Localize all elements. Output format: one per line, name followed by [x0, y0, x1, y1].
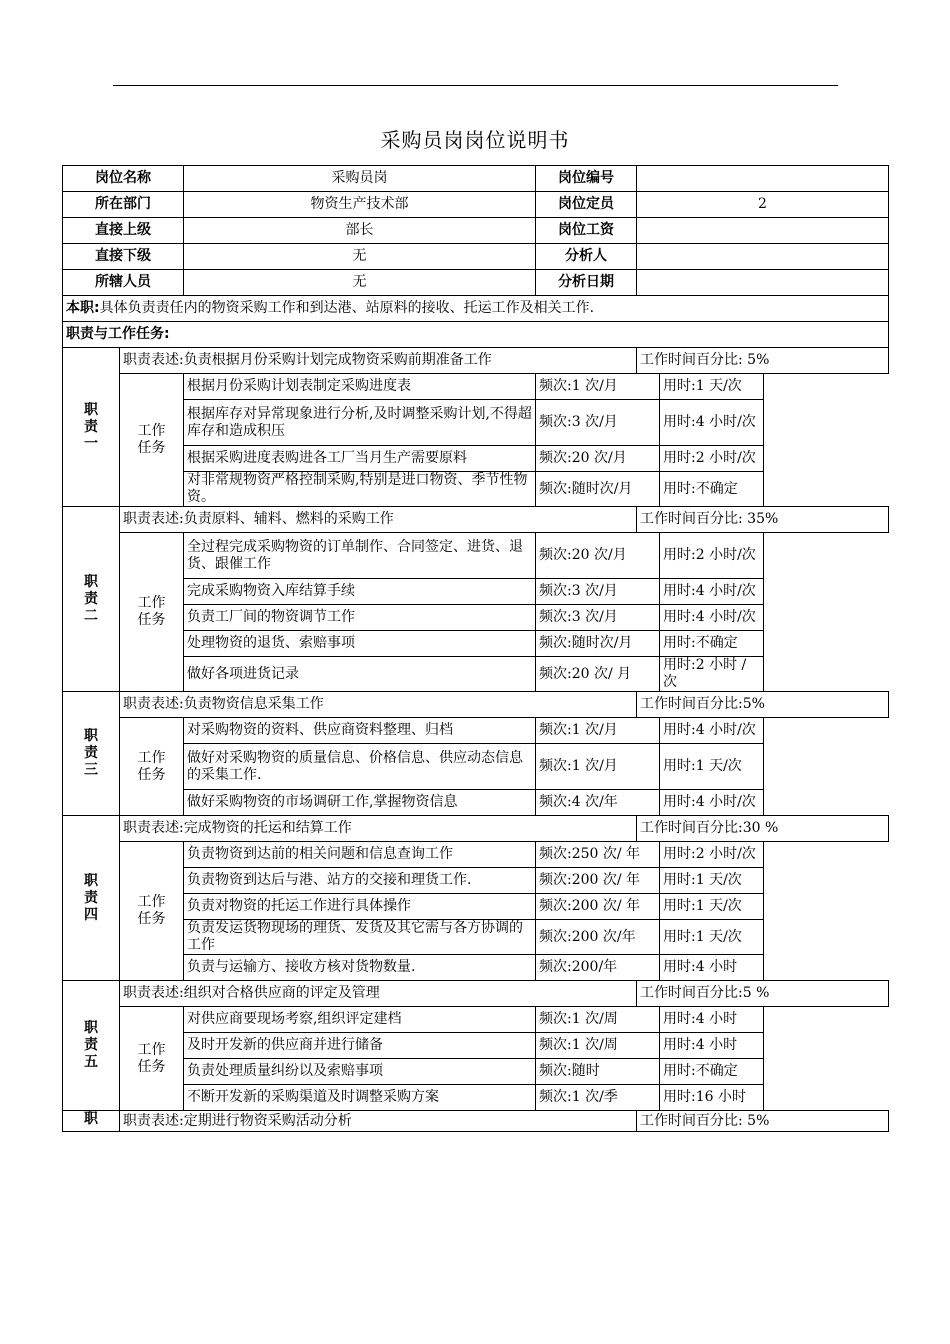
info-value	[637, 218, 889, 244]
task-label	[120, 1007, 184, 1111]
duty-desc-row	[63, 816, 889, 842]
info-label: 岗位名称	[63, 166, 184, 192]
duty-description: 职责表述:完成物资的托运和结算工作	[120, 816, 637, 842]
task-duration: 用时:不确定	[660, 631, 764, 657]
task-row	[63, 657, 889, 692]
task-text: 处理物资的退货、索赔事项	[184, 631, 536, 657]
task-text: 根据库存对异常现象进行分析,及时调整采购计划,不得超库存和造成积压	[184, 400, 536, 446]
info-value	[637, 244, 889, 270]
task-row	[63, 579, 889, 605]
task-label	[120, 842, 184, 981]
task-label-line: 任务	[137, 766, 166, 783]
duty-name	[63, 348, 120, 507]
duty-name-char: 职	[84, 401, 98, 418]
task-text: 不断开发新的采购渠道及时调整采购方案	[184, 1085, 536, 1111]
task-duration: 用时:2 小时/次	[660, 446, 764, 472]
task-row	[63, 1059, 889, 1085]
task-frequency: 频次:20 次/月	[536, 533, 660, 579]
duty-name-char: 职	[84, 872, 98, 889]
task-text: 对采购物资的资料、供应商资料整理、归档	[184, 718, 536, 744]
task-duration: 用时:4 小时	[660, 1033, 764, 1059]
duty-name-char: 二	[84, 607, 98, 624]
duty-time-percent: 工作时间百分比:5 %	[637, 981, 889, 1007]
duty-name	[63, 816, 120, 981]
duty-name-char: 一	[84, 435, 98, 452]
task-frequency: 频次:随时次/月	[536, 631, 660, 657]
info-value: 无	[184, 270, 536, 296]
task-frequency: 频次:3 次/月	[536, 400, 660, 446]
info-label: 岗位编号	[536, 166, 637, 192]
info-label: 分析人	[536, 244, 637, 270]
task-duration: 用时:4 小时/次	[660, 400, 764, 446]
duty-time-percent: 工作时间百分比: 5%	[637, 348, 889, 374]
task-duration: 用时:不确定	[660, 1059, 764, 1085]
info-label: 直接上级	[63, 218, 184, 244]
info-row-3	[63, 218, 889, 244]
info-label: 所辖人员	[63, 270, 184, 296]
task-frequency: 频次:200 次/ 年	[536, 894, 660, 920]
task-frequency: 频次:1 次/月	[536, 374, 660, 400]
duties-header-row	[63, 322, 889, 348]
duty-name-char: 责	[84, 590, 98, 607]
task-duration: 用时:4 小时/次	[660, 605, 764, 631]
document-title: 采购员岗岗位说明书	[380, 128, 570, 152]
task-text: 根据采购进度表购进各工厂当月生产需要原料	[184, 446, 536, 472]
main-duty-row	[63, 296, 889, 322]
task-text: 负责物资到达前的相关问题和信息查询工作	[184, 842, 536, 868]
task-duration: 用时:2 小时 /次	[660, 657, 764, 692]
task-duration: 用时:不确定	[660, 472, 764, 507]
info-value: 2	[637, 192, 889, 218]
task-label-line: 工作	[137, 1041, 166, 1058]
task-label-line: 工作	[137, 595, 166, 611]
main-duty-text: 具体负责责任内的物资采购工作和到达港、站原料的接收、托运工作及相关工作.	[99, 300, 595, 316]
task-duration: 用时:1 天/次	[660, 894, 764, 920]
task-row	[63, 1085, 889, 1111]
task-text: 负责物资到达后与港、站方的交接和理货工作.	[184, 868, 536, 894]
task-row	[63, 446, 889, 472]
duty-name-char: 责	[84, 418, 98, 435]
task-row	[63, 533, 889, 579]
task-text: 及时开发新的供应商并进行储备	[184, 1033, 536, 1059]
duty-time-percent: 工作时间百分比: 35%	[637, 507, 889, 533]
task-text: 做好采购物资的市场调研工作,掌握物资信息	[184, 790, 536, 816]
duty-description: 职责表述:组织对合格供应商的评定及管理	[120, 981, 637, 1007]
duty-description: 职责表述:负责根据月份采购计划完成物资采购前期准备工作	[120, 348, 637, 374]
task-row	[63, 842, 889, 868]
info-value: 物资生产技术部	[184, 192, 536, 218]
task-duration: 用时:1 天/次	[660, 374, 764, 400]
duty-time-percent: 工作时间百分比: 5%	[637, 1111, 889, 1132]
info-label: 分析日期	[536, 270, 637, 296]
task-row	[63, 605, 889, 631]
duty-name-char: 职	[84, 1020, 98, 1036]
info-label: 所在部门	[63, 192, 184, 218]
task-text: 对非常规物资严格控制采购,特别是进口物资、季节性物资。	[184, 472, 536, 507]
task-row	[63, 374, 889, 400]
info-row-5	[63, 270, 889, 296]
info-row-4	[63, 244, 889, 270]
duty-description: 职责表述:负责物资信息采集工作	[120, 692, 637, 718]
task-label-line: 工作	[137, 749, 166, 766]
duty-name	[63, 507, 120, 692]
task-text: 全过程完成采购物资的订单制作、合同签定、进货、退货、跟催工作	[184, 533, 536, 579]
duty-name-char: 责	[84, 745, 98, 761]
info-label: 直接下级	[63, 244, 184, 270]
duty-name	[63, 692, 120, 816]
task-frequency: 频次:1 次/周	[536, 1033, 660, 1059]
task-text: 根据月份采购计划表制定采购进度表	[184, 374, 536, 400]
task-frequency: 频次:1 次/季	[536, 1085, 660, 1111]
task-frequency: 频次:3 次/月	[536, 605, 660, 631]
info-label: 岗位定员	[536, 192, 637, 218]
task-row	[63, 920, 889, 955]
task-row	[63, 400, 889, 446]
task-duration: 用时:4 小时	[660, 955, 764, 981]
info-value: 无	[184, 244, 536, 270]
task-frequency: 频次:3 次/月	[536, 579, 660, 605]
task-text: 完成采购物资入库结算手续	[184, 579, 536, 605]
task-frequency: 频次:1 次/月	[536, 718, 660, 744]
info-label: 岗位工资	[536, 218, 637, 244]
task-label-line: 任务	[137, 612, 166, 628]
task-text: 负责处理质量纠纷以及索赔事项	[184, 1059, 536, 1085]
task-frequency: 频次:随时	[536, 1059, 660, 1085]
task-row	[63, 1007, 889, 1033]
task-row	[63, 868, 889, 894]
task-duration: 用时:1 天/次	[660, 744, 764, 790]
job-description-table	[62, 165, 889, 1132]
task-label	[120, 718, 184, 816]
task-duration: 用时:4 小时	[660, 1007, 764, 1033]
task-frequency: 频次:200 次/年	[536, 920, 660, 955]
header-rule	[113, 85, 838, 86]
task-duration: 用时:1 天/次	[660, 920, 764, 955]
task-label	[120, 533, 184, 692]
task-row	[63, 955, 889, 981]
duty-name-char: 职	[84, 728, 98, 744]
task-frequency: 频次:20 次/ 月	[536, 657, 660, 692]
duty-name-char: 三	[84, 762, 98, 778]
duty-time-percent: 工作时间百分比:30 %	[637, 816, 889, 842]
task-duration: 用时:2 小时/次	[660, 842, 764, 868]
task-text: 负责对物资的托运工作进行具体操作	[184, 894, 536, 920]
task-label	[120, 374, 184, 507]
task-frequency: 频次:1 次/月	[536, 744, 660, 790]
task-text: 对供应商要现场考察,组织评定建档	[184, 1007, 536, 1033]
task-duration: 用时:16 小时	[660, 1085, 764, 1111]
duty-name-char: 责	[84, 1037, 98, 1053]
duty-name	[63, 981, 120, 1111]
task-row	[63, 894, 889, 920]
task-duration: 用时:1 天/次	[660, 868, 764, 894]
task-row	[63, 744, 889, 790]
duty-desc-row	[63, 692, 889, 718]
task-label-line: 任务	[137, 440, 166, 456]
task-row	[63, 1033, 889, 1059]
task-row	[63, 631, 889, 657]
duty-description: 职责表述:定期进行物资采购活动分析	[120, 1111, 637, 1132]
duty-name-char: 五	[84, 1054, 98, 1070]
task-frequency: 频次:200 次/ 年	[536, 868, 660, 894]
duty-name-char: 职	[84, 1111, 98, 1127]
task-label-line: 工作	[137, 423, 166, 439]
task-duration: 用时:4 小时/次	[660, 718, 764, 744]
duty-name-char: 四	[84, 906, 98, 923]
main-duty-cell	[63, 296, 889, 322]
duty-time-percent: 工作时间百分比:5%	[637, 692, 889, 718]
task-text: 做好对采购物资的质量信息、价格信息、供应动态信息的采集工作.	[184, 744, 536, 790]
task-text: 负责与运输方、接收方核对货物数量.	[184, 955, 536, 981]
info-value	[637, 270, 889, 296]
task-text: 负责发运货物现场的理货、发货及其它需与各方协调的工作	[184, 920, 536, 955]
task-frequency: 频次:随时次/月	[536, 472, 660, 507]
info-row-2	[63, 192, 889, 218]
task-text: 负责工厂间的物资调节工作	[184, 605, 536, 631]
task-label-line: 任务	[137, 1058, 166, 1075]
info-value: 部长	[184, 218, 536, 244]
task-row	[63, 472, 889, 507]
task-frequency: 频次:250 次/ 年	[536, 842, 660, 868]
main-duty-label: 本职:	[66, 300, 100, 316]
task-row	[63, 790, 889, 816]
info-value: 采购员岗	[184, 166, 536, 192]
task-text: 做好各项进货记录	[184, 657, 536, 692]
duties-header: 职责与工作任务:	[63, 322, 889, 348]
duty-desc-row	[63, 1111, 889, 1132]
task-label-line: 任务	[137, 911, 166, 927]
duty-name	[63, 1111, 120, 1132]
task-frequency: 频次:20 次/月	[536, 446, 660, 472]
info-row-1	[63, 166, 889, 192]
task-frequency: 频次:200/年	[536, 955, 660, 981]
duty-name-char: 责	[84, 889, 98, 906]
task-row	[63, 718, 889, 744]
task-duration: 用时:2 小时/次	[660, 533, 764, 579]
duty-description: 职责表述:负责原料、辅料、燃料的采购工作	[120, 507, 637, 533]
duty-desc-row	[63, 348, 889, 374]
duty-desc-row	[63, 981, 889, 1007]
task-duration: 用时:4 小时/次	[660, 579, 764, 605]
task-frequency: 频次:4 次/年	[536, 790, 660, 816]
task-label-line: 工作	[137, 894, 166, 910]
duty-desc-row	[63, 507, 889, 533]
task-frequency: 频次:1 次/周	[536, 1007, 660, 1033]
task-duration: 用时:4 小时/次	[660, 790, 764, 816]
info-value	[637, 166, 889, 192]
duty-name-char: 职	[84, 573, 98, 590]
